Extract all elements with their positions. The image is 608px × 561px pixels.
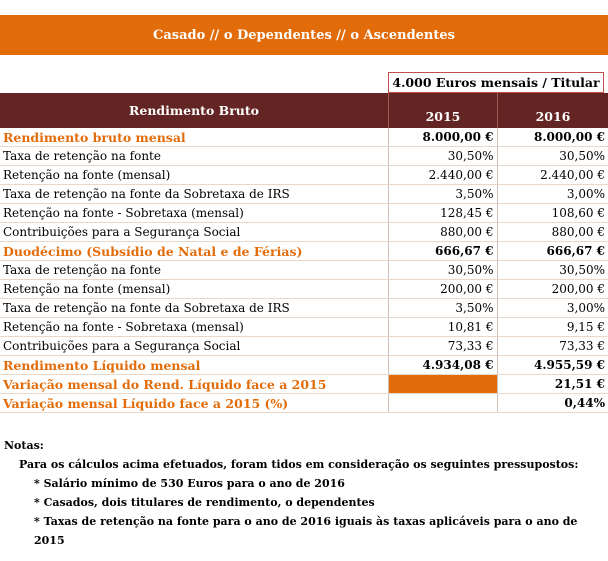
value-2015: 73,33 € xyxy=(388,337,497,356)
header-label: Rendimento Bruto xyxy=(129,103,259,118)
value-2016: 30,50% xyxy=(497,147,608,166)
table-row xyxy=(0,261,608,280)
value-2016: 200,00 € xyxy=(497,280,608,299)
row-label: Taxa de retenção na fonte xyxy=(0,261,388,280)
row-label: Retenção na fonte (mensal) xyxy=(0,166,388,185)
notes-section xyxy=(4,436,608,550)
table-row xyxy=(0,223,608,242)
value-2016: 666,67 € xyxy=(497,242,608,261)
value-2015: 8.000,00 € xyxy=(388,128,497,147)
income-table xyxy=(0,128,608,413)
header-year-2015: 2015 xyxy=(388,93,497,128)
value-2016: 108,60 € xyxy=(497,204,608,223)
value-2016: 21,51 € xyxy=(497,375,608,394)
value-2015: 4.934,08 € xyxy=(388,356,497,375)
empty-cell xyxy=(388,394,497,413)
row-label: Duodécimo (Subsídio de Natal e de Férias) xyxy=(0,242,388,261)
value-2016: 0,44% xyxy=(497,394,608,413)
value-2016: 73,33 € xyxy=(497,337,608,356)
value-2015: 200,00 € xyxy=(388,280,497,299)
period-label: 4.000 Euros mensais / Titular xyxy=(388,72,604,93)
row-label: Rendimento bruto mensal xyxy=(0,128,388,147)
header-year-2016: 2016 xyxy=(497,93,608,128)
row-label: Retenção na fonte - Sobretaxa (mensal) xyxy=(0,318,388,337)
value-2015: 666,67 € xyxy=(388,242,497,261)
page-title: Casado // o Dependentes // o Ascendentes xyxy=(153,27,455,43)
row-label: Retenção na fonte (mensal) xyxy=(0,280,388,299)
value-2015: 3,50% xyxy=(388,299,497,318)
row-label: Variação mensal do Rend. Líquido face a 2015 xyxy=(0,375,388,394)
row-label: Contribuições para a Segurança Social xyxy=(0,223,388,242)
value-2016: 3,00% xyxy=(497,299,608,318)
table-row xyxy=(0,356,608,375)
value-2016: 9,15 € xyxy=(497,318,608,337)
notes-intro: Para os cálculos acima efetuados, foram tidos em consideração os seguintes pressupostos: xyxy=(19,458,579,471)
table-header xyxy=(0,93,608,128)
table-row xyxy=(0,166,608,185)
table-row xyxy=(0,394,608,413)
table-row xyxy=(0,147,608,166)
table-row xyxy=(0,204,608,223)
value-2015: 2.440,00 € xyxy=(388,166,497,185)
value-2016: 2.440,00 € xyxy=(497,166,608,185)
table-row xyxy=(0,318,608,337)
value-2015: 30,50% xyxy=(388,261,497,280)
row-label: Retenção na fonte - Sobretaxa (mensal) xyxy=(0,204,388,223)
table-row xyxy=(0,280,608,299)
value-2016: 4.955,59 € xyxy=(497,356,608,375)
table-row xyxy=(0,337,608,356)
filled-cell xyxy=(388,375,497,394)
table-row xyxy=(0,128,608,147)
row-label: Taxa de retenção na fonte da Sobretaxa de IRS xyxy=(0,185,388,204)
row-label: Taxa de retenção na fonte xyxy=(0,147,388,166)
table-row xyxy=(0,299,608,318)
note-item: * Salário mínimo de 530 Euros para o ano de 2016 xyxy=(34,477,345,490)
notes-title: Notas: xyxy=(4,439,44,452)
value-2016: 30,50% xyxy=(497,261,608,280)
table-row xyxy=(0,375,608,394)
value-2015: 3,50% xyxy=(388,185,497,204)
value-2016: 3,00% xyxy=(497,185,608,204)
value-2015: 880,00 € xyxy=(388,223,497,242)
row-label: Variação mensal Líquido face a 2015 (%) xyxy=(0,394,388,413)
row-label: Taxa de retenção na fonte da Sobretaxa de IRS xyxy=(0,299,388,318)
value-2015: 128,45 € xyxy=(388,204,497,223)
table-row xyxy=(0,185,608,204)
note-item: * Taxas de retenção na fonte para o ano de 2016 iguais às taxas aplicáveis para o ano de 2015 xyxy=(34,515,578,547)
value-2015: 30,50% xyxy=(388,147,497,166)
value-2015: 10,81 € xyxy=(388,318,497,337)
row-label: Contribuições para a Segurança Social xyxy=(0,337,388,356)
row-label: Rendimento Líquido mensal xyxy=(0,356,388,375)
value-2016: 8.000,00 € xyxy=(497,128,608,147)
note-item: * Casados, dois titulares de rendimento, o dependentes xyxy=(34,496,375,509)
page-title-banner xyxy=(0,15,608,55)
value-2016: 880,00 € xyxy=(497,223,608,242)
table-row xyxy=(0,242,608,261)
